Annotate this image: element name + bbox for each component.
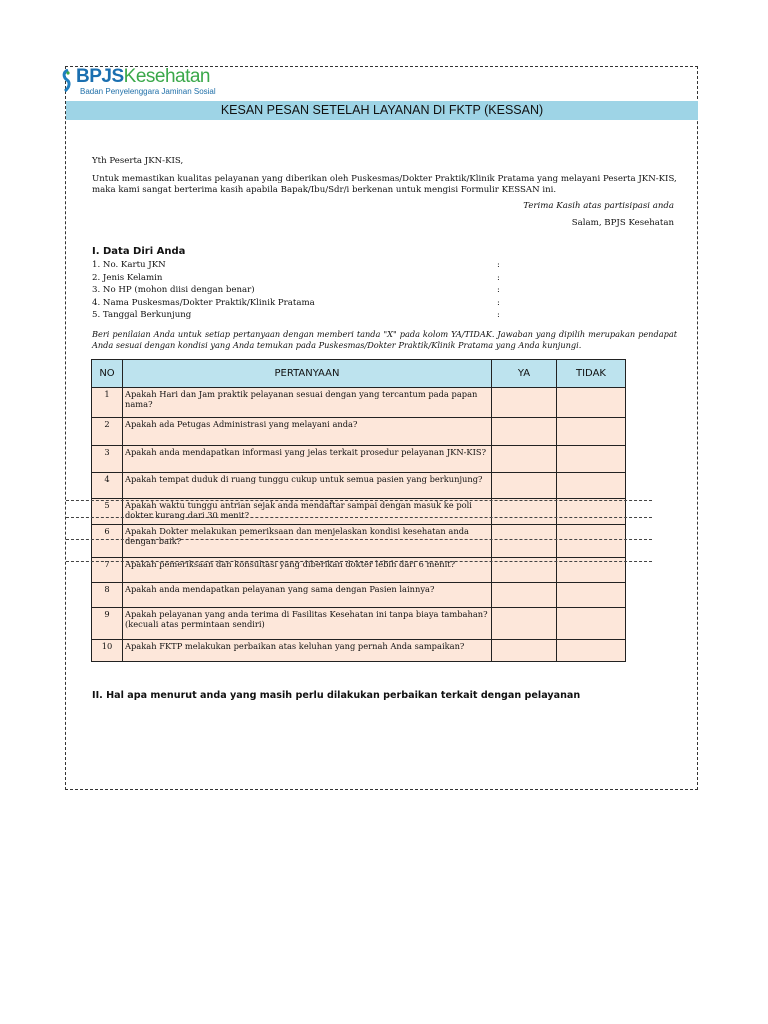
cut-line bbox=[66, 539, 652, 540]
answer-no-cell[interactable] bbox=[557, 525, 626, 558]
field-phone[interactable] bbox=[92, 284, 512, 297]
row-number: 3 bbox=[92, 446, 123, 473]
field-colon: : bbox=[497, 285, 500, 295]
field-card-number[interactable] bbox=[92, 259, 512, 272]
answer-no-cell[interactable] bbox=[557, 446, 626, 473]
row-number: 2 bbox=[92, 418, 123, 446]
table-row bbox=[92, 608, 626, 640]
field-label: 4. Nama Puskesmas/Dokter Praktik/Klinik Pratama bbox=[92, 297, 315, 308]
field-colon: : bbox=[497, 260, 500, 270]
row-question: Apakah ada Petugas Administrasi yang melayani anda? bbox=[123, 418, 492, 446]
answer-yes-cell[interactable] bbox=[492, 473, 557, 499]
answer-yes-cell[interactable] bbox=[492, 608, 557, 640]
table-row bbox=[92, 418, 626, 446]
row-question: Apakah pelayanan yang anda terima di Fasilitas Kesehatan ini tanpa biaya tambahan? (kecuali atas permintaan sendiri) bbox=[123, 608, 492, 640]
row-question: Apakah FKTP melakukan perbaikan atas keluhan yang pernah Anda sampaikan? bbox=[123, 640, 492, 662]
header-question: PERTANYAAN bbox=[123, 360, 492, 388]
answer-yes-cell[interactable] bbox=[492, 499, 557, 525]
form-title: KESAN PESAN SETELAH LAYANAN DI FKTP (KESSAN) bbox=[66, 101, 698, 120]
row-number: 10 bbox=[92, 640, 123, 662]
row-question: Apakah Dokter melakukan pemeriksaan dan menjelaskan kondisi kesehatan anda dengan baik? bbox=[123, 525, 492, 558]
header-yes: YA bbox=[492, 360, 557, 388]
table-header-row bbox=[92, 360, 626, 388]
table-row bbox=[92, 583, 626, 608]
header-no: NO bbox=[92, 360, 123, 388]
field-gender[interactable] bbox=[92, 272, 512, 285]
row-question: Apakah anda mendapatkan informasi yang jelas terkait prosedur pelayanan JKN-KIS? bbox=[123, 446, 492, 473]
answer-no-cell[interactable] bbox=[557, 473, 626, 499]
answer-yes-cell[interactable] bbox=[492, 418, 557, 446]
answer-no-cell[interactable] bbox=[557, 418, 626, 446]
greeting: Yth Peserta JKN-KIS, bbox=[92, 156, 184, 166]
field-facility-name[interactable] bbox=[92, 297, 512, 310]
answer-yes-cell[interactable] bbox=[492, 525, 557, 558]
row-number: 7 bbox=[92, 558, 123, 583]
row-question: Apakah pemeriksaan dan konsultasi yang diberikan dokter lebih dari 6 menit? bbox=[123, 558, 492, 583]
logo-text bbox=[76, 66, 210, 88]
answer-no-cell[interactable] bbox=[557, 583, 626, 608]
questionnaire-table bbox=[91, 359, 626, 662]
instructions: Beri penilaian Anda untuk setiap pertanyaan dengan memberi tanda "X" pada kolom YA/TIDAK. Jawaban yang dipilih merupakan pendapat Anda sesuai dengan kondisi yang Anda temukan pada Puskesmas/Dokter Praktik/Klinik Pratama yang Anda kunjungi. bbox=[92, 329, 677, 350]
field-colon: : bbox=[497, 272, 500, 283]
answer-no-cell[interactable] bbox=[557, 388, 626, 418]
table-row bbox=[92, 446, 626, 473]
answer-no-cell[interactable] bbox=[557, 640, 626, 662]
intro-paragraph: Untuk memastikan kualitas pelayanan yang diberikan oleh Puskesmas/Dokter Praktik/Klinik Pratama yang melayani Peserta JKN-KIS, maka kami sangat berterima kasih apabila Bapak/Ibu/Sdr/i berkenan untuk mengisi Formulir KESSAN ini. bbox=[92, 174, 677, 195]
cut-line bbox=[66, 517, 652, 518]
answer-no-cell[interactable] bbox=[557, 608, 626, 640]
closing-text: Salam, BPJS Kesehatan bbox=[571, 218, 674, 228]
row-number: 6 bbox=[92, 525, 123, 558]
field-colon: : bbox=[497, 310, 500, 320]
row-question: Apakah anda mendapatkan pelayanan yang sama dengan Pasien lainnya? bbox=[123, 583, 492, 608]
row-number: 9 bbox=[92, 608, 123, 640]
field-label: 1. No. Kartu JKN bbox=[92, 260, 166, 270]
row-number: 5 bbox=[92, 499, 123, 525]
bpjs-logo bbox=[62, 66, 216, 100]
field-label: 2. Jenis Kelamin bbox=[92, 272, 163, 283]
logo-suffix: Kesehatan bbox=[123, 66, 210, 87]
header-no-answer: TIDAK bbox=[557, 360, 626, 388]
row-question: Apakah tempat duduk di ruang tunggu cukup untuk semua pasien yang berkunjung? bbox=[123, 473, 492, 499]
personal-data-fields bbox=[92, 259, 512, 322]
table-row bbox=[92, 473, 626, 499]
field-label: 3. No HP (mohon diisi dengan benar) bbox=[92, 285, 255, 295]
answer-yes-cell[interactable] bbox=[492, 446, 557, 473]
field-label: 5. Tanggal Berkunjung bbox=[92, 310, 192, 320]
table-row bbox=[92, 499, 626, 525]
table-row bbox=[92, 640, 626, 662]
table-row bbox=[92, 525, 626, 558]
answer-yes-cell[interactable] bbox=[492, 640, 557, 662]
answer-yes-cell[interactable] bbox=[492, 583, 557, 608]
bpjs-logo-mark-icon bbox=[62, 69, 71, 93]
row-number: 1 bbox=[92, 388, 123, 418]
cut-line bbox=[66, 500, 652, 501]
answer-no-cell[interactable] bbox=[557, 499, 626, 525]
row-question: Apakah Hari dan Jam praktik pelayanan sesuai dengan yang tercantum pada papan nama? bbox=[123, 388, 492, 418]
row-number: 8 bbox=[92, 583, 123, 608]
answer-yes-cell[interactable] bbox=[492, 388, 557, 418]
field-colon: : bbox=[497, 297, 500, 308]
field-visit-date[interactable] bbox=[92, 309, 512, 322]
logo-subtitle: Badan Penyelenggara Jaminan Sosial bbox=[80, 87, 216, 96]
thanks-text: Terima Kasih atas partisipasi anda bbox=[523, 201, 674, 211]
section2-heading: II. Hal apa menurut anda yang masih perlu dilakukan perbaikan terkait dengan pelayanan bbox=[92, 690, 581, 701]
row-question: Apakah waktu tunggu antrian sejak anda mendaftar sampai dengan masuk ke poli dokter kurang dari 30 menit? bbox=[123, 499, 492, 525]
row-number: 4 bbox=[92, 473, 123, 499]
table-row bbox=[92, 388, 626, 418]
section1-heading: I. Data Diri Anda bbox=[92, 246, 186, 257]
logo-prefix: BPJS bbox=[76, 66, 124, 87]
cut-line bbox=[66, 561, 652, 562]
